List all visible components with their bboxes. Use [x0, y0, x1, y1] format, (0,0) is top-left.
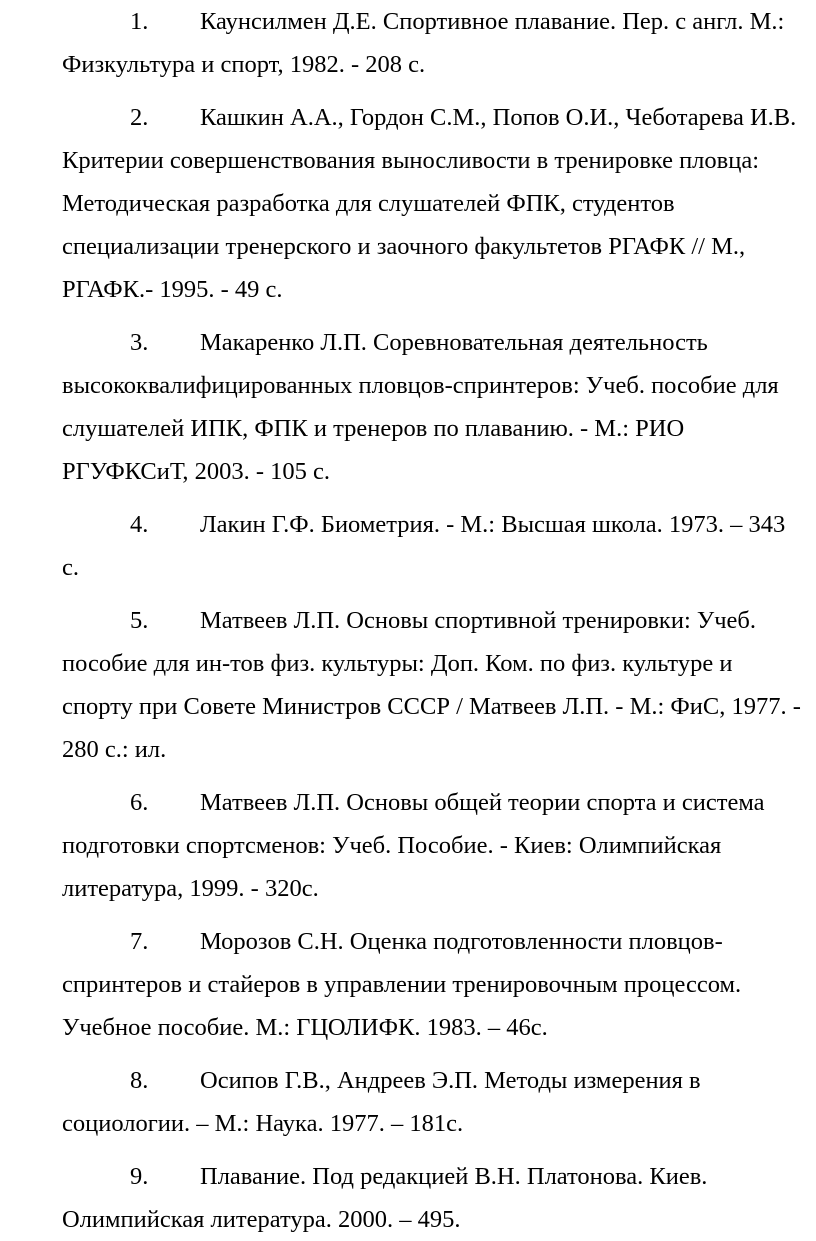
reference-item: [62, 920, 802, 1049]
reference-number: 6.: [130, 789, 149, 816]
reference-item: [62, 503, 802, 589]
reference-list: [62, 0, 802, 1241]
reference-text: Осипов Г.В., Андреев Э.П. Методы измерения в социологии. – М.: Наука. 1977. – 181с.: [62, 1067, 701, 1137]
reference-number: 2.: [130, 104, 149, 131]
reference-item: [62, 96, 802, 311]
reference-item: [62, 321, 802, 493]
reference-item: [62, 599, 802, 771]
reference-text: Каунсилмен Д.Е. Спортивное плавание. Пер. с англ. М.: Физкультура и спорт, 1982. - 208 с.: [62, 8, 785, 78]
reference-number: 3.: [130, 329, 149, 356]
reference-item: [62, 1155, 802, 1241]
reference-text: Матвеев Л.П. Основы спортивной тренировки: Учеб. пособие для ин-тов физ. культуры: Доп. Ком. по физ. культуре и спорту при Совете Министров СССР / Матвеев Л.П. - М.: ФиС, 1977. - 280 с.: ил.: [62, 607, 801, 763]
reference-text: Морозов С.Н. Оценка подготовленности пловцов-спринтеров и стайеров в управлении тренировочным процессом. Учебное пособие. М.: ГЦОЛИФК. 1983. – 46с.: [62, 928, 742, 1041]
reference-item: [62, 0, 802, 86]
reference-item: [62, 1059, 802, 1145]
reference-number: 1.: [130, 8, 149, 35]
reference-text: Плавание. Под редакцией В.Н. Платонова. Киев. Олимпийская литература. 2000. – 495.: [62, 1163, 708, 1233]
reference-item: [62, 781, 802, 910]
reference-text: Лакин Г.Ф. Биометрия. - М.: Высшая школа. 1973. – 343 с.: [62, 511, 786, 581]
reference-text: Матвеев Л.П. Основы общей теории спорта и система подготовки спортсменов: Учеб. Пособие. - Киев: Олимпийская литература, 1999. - 320с.: [62, 789, 765, 902]
reference-number: 7.: [130, 928, 149, 955]
reference-number: 4.: [130, 511, 149, 538]
reference-text: Макаренко Л.П. Соревновательная деятельность высококвалифицированных пловцов-спринтеров: Учеб. пособие для слушателей ИПК, ФПК и тренеров по плаванию. - М.: РИО РГУФКСиТ, 2003. - 105 с.: [62, 329, 779, 485]
reference-number: 8.: [130, 1067, 149, 1094]
reference-number: 5.: [130, 607, 149, 634]
reference-number: 9.: [130, 1163, 149, 1190]
reference-text: Кашкин А.А., Гордон С.М., Попов О.И., Чеботарева И.В. Критерии совершенствования выносливости в тренировке пловца: Методическая разработка для слушателей ФПК, студентов специализации тренерского и заочного факультетов РГАФК // М., РГАФК.- 1995. - 49 с.: [62, 104, 797, 303]
